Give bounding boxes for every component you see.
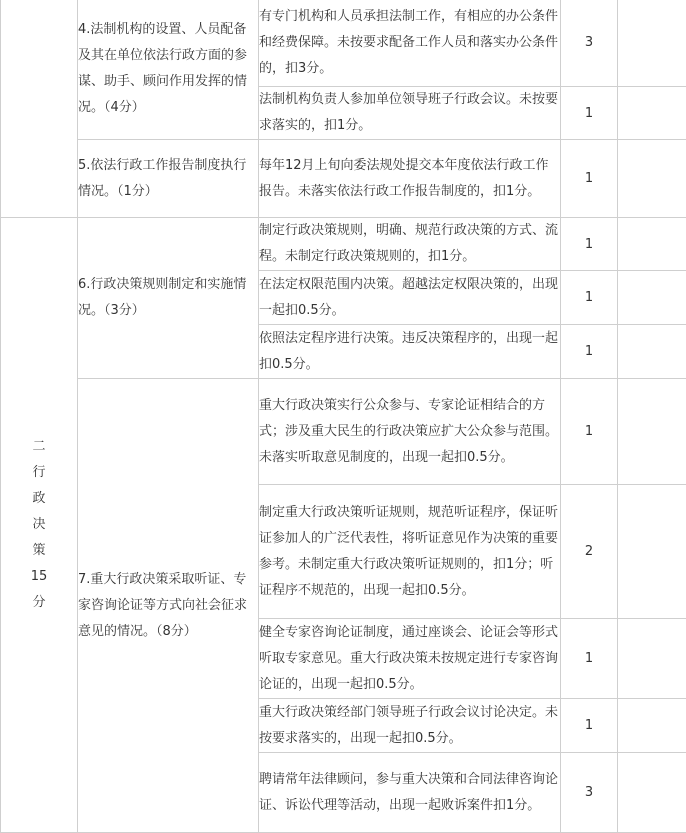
criterion-text: 重大行政决策实行公众参与、专家论证相结合的方式；涉及重大民生的行政决策应扩大公众参与范围。未落实听取意见制度的，出现一起扣0.5分。: [259, 379, 561, 485]
blank-cell: [618, 0, 686, 87]
criterion-text: 依照法定程序进行决策。违反决策程序的，出现一起扣0.5分。: [259, 325, 561, 379]
score-cell: 1: [561, 271, 618, 325]
score-cell: 1: [561, 699, 618, 753]
score-cell: 1: [561, 87, 618, 140]
blank-cell: [618, 753, 686, 833]
blank-cell: [618, 87, 686, 140]
score-cell: 1: [561, 619, 618, 699]
table-row: [1, 140, 686, 218]
criterion-text: 制定重大行政决策听证规则，规范听证程序，保证听证参加人的广泛代表性，将听证意见作为决策的重要参考。未制定重大行政决策听证规则的，扣1分；听证程序不规范的，出现一起扣0.5分。: [259, 485, 561, 619]
blank-cell: [618, 325, 686, 379]
criterion-text: 有专门机构和人员承担法制工作，有相应的办公条件和经费保障。未按要求配备工作人员和落实办公条件的，扣3分。: [259, 0, 561, 87]
criterion-text: 每年12月上旬向委法规处提交本年度依法行政工作报告。未落实依法行政工作报告制度的，扣1分。: [259, 140, 561, 218]
category-char: 15: [1, 564, 77, 590]
category-char: 政: [1, 486, 77, 512]
blank-cell: [618, 140, 686, 218]
blank-cell: [618, 619, 686, 699]
blank-cell: [618, 271, 686, 325]
blank-cell: [618, 379, 686, 485]
category-char: 分: [1, 590, 77, 616]
score-cell: 1: [561, 379, 618, 485]
table-row: [1, 379, 686, 485]
table-row: [1, 0, 686, 87]
criterion-text: 制定行政决策规则，明确、规范行政决策的方式、流程。未制定行政决策规则的，扣1分。: [259, 218, 561, 271]
score-cell: 3: [561, 0, 618, 87]
score-cell: 1: [561, 325, 618, 379]
table-row: [1, 218, 686, 271]
blank-cell: [618, 485, 686, 619]
category-char: 二: [1, 434, 77, 460]
criterion-text: 聘请常年法律顾问，参与重大决策和合同法律咨询论证、诉讼代理等活动，出现一起败诉案件扣1分。: [259, 753, 561, 833]
criterion-text: 法制机构负责人参加单位领导班子行政会议。未按要求落实的，扣1分。: [259, 87, 561, 140]
criterion-text: 在法定权限范围内决策。超越法定权限决策的，出现一起扣0.5分。: [259, 271, 561, 325]
criterion-text: 重大行政决策经部门领导班子行政会议讨论决定。未按要求落实的，出现一起扣0.5分。: [259, 699, 561, 753]
blank-cell: [618, 699, 686, 753]
category-cell: [1, 218, 78, 833]
category-char: 决: [1, 512, 77, 538]
blank-cell: [618, 218, 686, 271]
score-cell: 3: [561, 753, 618, 833]
score-cell: 2: [561, 485, 618, 619]
item-title-6: 6.行政决策规则制定和实施情况。（3分）: [78, 218, 259, 379]
category-char: 行: [1, 460, 77, 486]
item-title-5: 5.依法行政工作报告制度执行情况。（1分）: [78, 140, 259, 218]
score-cell: 1: [561, 218, 618, 271]
score-cell: 1: [561, 140, 618, 218]
item-title-7: 7.重大行政决策采取听证、专家咨询论证等方式向社会征求意见的情况。（8分）: [78, 379, 259, 833]
criterion-text: 健全专家咨询论证制度，通过座谈会、论证会等形式听取专家意见。重大行政决策未按规定进行专家咨询论证的，出现一起扣0.5分。: [259, 619, 561, 699]
item-title-4: 4.法制机构的设置、人员配备及其在单位依法行政方面的参谋、助手、顾问作用发挥的情况。（4分）: [78, 0, 259, 140]
category-cell-prev: [1, 0, 78, 218]
category-char: 策: [1, 538, 77, 564]
